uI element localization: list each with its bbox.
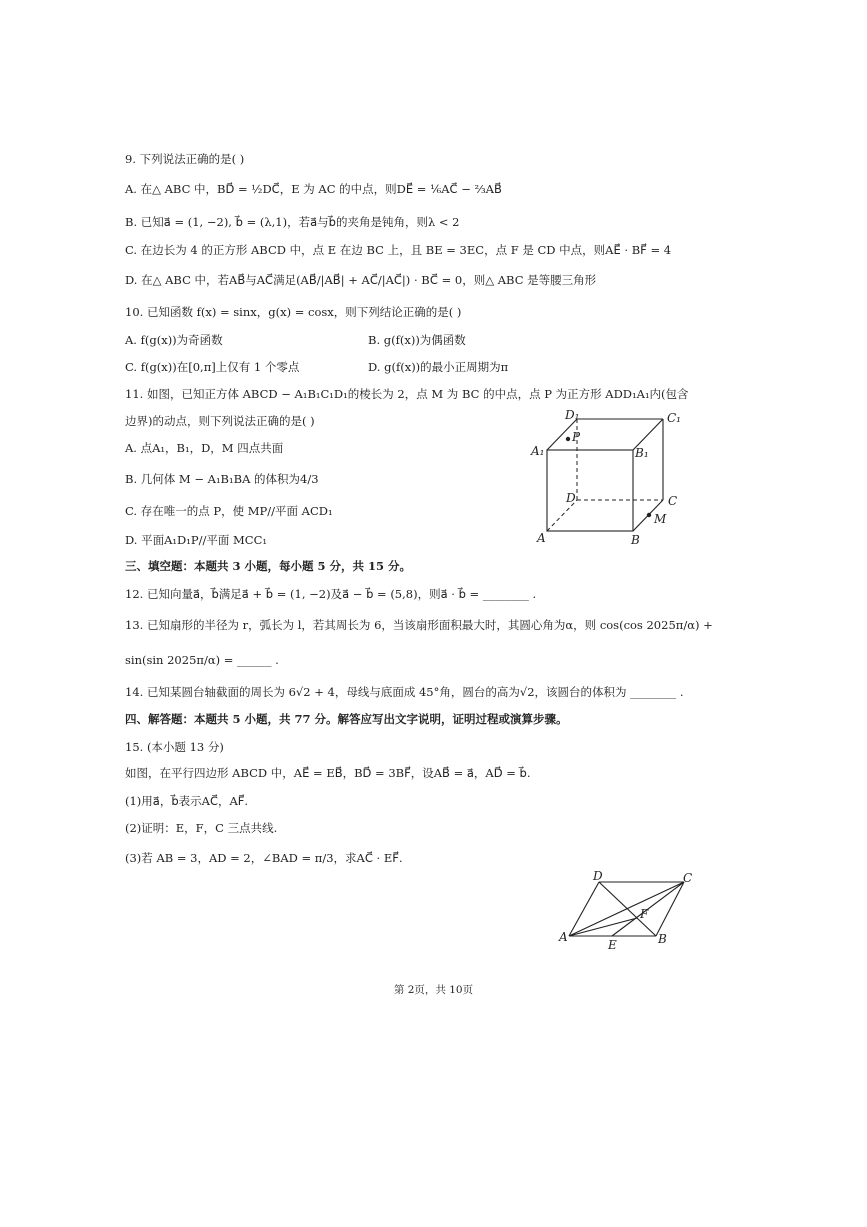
q10-stem: 10. 已知函数 f(x) = sinx，g(x) = cosx，则下列结论正确的是( ) [125, 305, 462, 319]
q9-option-c: C. 在边长为 4 的正方形 ABCD 中，点 E 在边 BC 上，且 BE = 3EC，点 F 是 CD 中点，则AE⃗ · BF⃗ = 4 [125, 243, 672, 257]
label-a: A [537, 531, 546, 545]
fig2-label-e: E [608, 938, 617, 952]
q10-option-c: C. f(g(x))在[0,π]上仅有 1 个零点 [125, 360, 300, 374]
point-m [647, 513, 651, 517]
q9-option-a: A. 在△ ABC 中，BD⃗ = ½DC⃗，E 为 AC 的中点，则DE⃗ = ⅙AC⃗ − ⅔AB⃗ [125, 182, 502, 196]
q13-line2: sin(sin 2025π/α) = ______ . [125, 653, 279, 667]
label-d: D [566, 491, 576, 505]
q10-option-b: B. g(f(x))为偶函数 [368, 333, 466, 347]
label-b: B [631, 533, 640, 547]
point-p [566, 437, 570, 441]
label-b1: B₁ [635, 446, 649, 460]
q10-option-d: D. g(f(x))的最小正周期为π [368, 360, 509, 374]
cube-figure [525, 405, 695, 550]
label-a1: A₁ [531, 444, 545, 458]
fig2-label-a: A [559, 930, 568, 944]
fig2-label-f: F [640, 907, 649, 921]
q12-text: 12. 已知向量a⃗，b⃗满足a⃗ + b⃗ = (1, −2)及a⃗ − b⃗ = (5,8)，则a⃗ · b⃗ = ________ . [125, 587, 537, 601]
q11-stem-line1: 11. 如图，已知正方体 ABCD − A₁B₁C₁D₁的棱长为 2，点 M 为 BC 的中点，点 P 为正方形 ADD₁A₁内(包含 [125, 387, 689, 401]
q15-part1: (1)用a⃗，b⃗表示AC⃗，AF⃗. [125, 794, 249, 808]
q13-line1: 13. 已知扇形的半径为 r，弧长为 l，若其周长为 6，当该扇形面积最大时，其圆心角为α，则 cos(cos 2025π/α) + [125, 618, 713, 632]
q11-option-a: A. 点A₁，B₁，D，M 四点共面 [125, 441, 284, 455]
q15-header: 15. (本小题 13 分) [125, 740, 224, 754]
label-c: C [668, 494, 678, 508]
page-footer: 第 2页，共 10页 [393, 984, 474, 996]
edge-ad [569, 882, 599, 936]
label-p: P [572, 430, 581, 444]
fig2-label-d: D [593, 870, 603, 883]
q15-part2: (2)证明：E，F，C 三点共线. [125, 821, 278, 835]
q11-option-b: B. 几何体 M − A₁B₁BA 的体积为4/3 [125, 472, 319, 486]
fig2-label-b: B [658, 932, 667, 946]
q11-option-c: C. 存在唯一的点 P，使 MP//平面 ACD₁ [125, 504, 333, 518]
fig2-label-c: C [683, 871, 693, 885]
section-4-heading: 四、解答题：本题共 5 小题，共 77 分。解答应写出文字说明，证明过程或演算步骤。 [125, 712, 568, 726]
q15-part3: (3)若 AB = 3，AD = 2，∠BAD = π/3，求AC⃗ · EF⃗. [125, 851, 403, 865]
q9-option-b: B. 已知a⃗ = (1, −2), b⃗ = (λ,1)，若a⃗与b⃗的夹角是钝角，则λ < 2 [125, 215, 460, 229]
cube-front-face [547, 450, 633, 531]
q9-stem: 9. 下列说法正确的是( ) [125, 152, 245, 166]
label-c1: C₁ [667, 411, 681, 425]
label-d1: D₁ [565, 408, 580, 422]
label-m: M [654, 512, 667, 526]
diagonal-ac [569, 882, 684, 936]
section-3-heading: 三、填空题：本题共 3 小题，每小题 5 分，共 15 分。 [125, 559, 412, 573]
q10-option-a: A. f(g(x))为奇函数 [125, 333, 223, 347]
q15-stem: 如图，在平行四边形 ABCD 中，AE⃗ = EB⃗，BD⃗ = 3BF⃗，设AB⃗ = a⃗，AD⃗ = b⃗. [125, 766, 531, 780]
segment-af [569, 918, 637, 936]
q11-stem-line2: 边界)的动点，则下列说法正确的是( ) [125, 414, 315, 428]
q11-option-d: D. 平面A₁D₁P//平面 MCC₁ [125, 533, 267, 547]
parallelogram-figure [555, 870, 705, 955]
edge-bc [656, 882, 684, 936]
q14-text: 14. 已知某圆台轴截面的周长为 6√2 + 4，母线与底面成 45°角，圆台的高为√2，该圆台的体积为 ________ . [125, 685, 684, 699]
q9-option-d: D. 在△ ABC 中，若AB⃗与AC⃗满足(AB⃗/|AB⃗| + AC⃗/|AC⃗|) · BC⃗ = 0，则△ ABC 是等腰三角形 [125, 273, 597, 287]
